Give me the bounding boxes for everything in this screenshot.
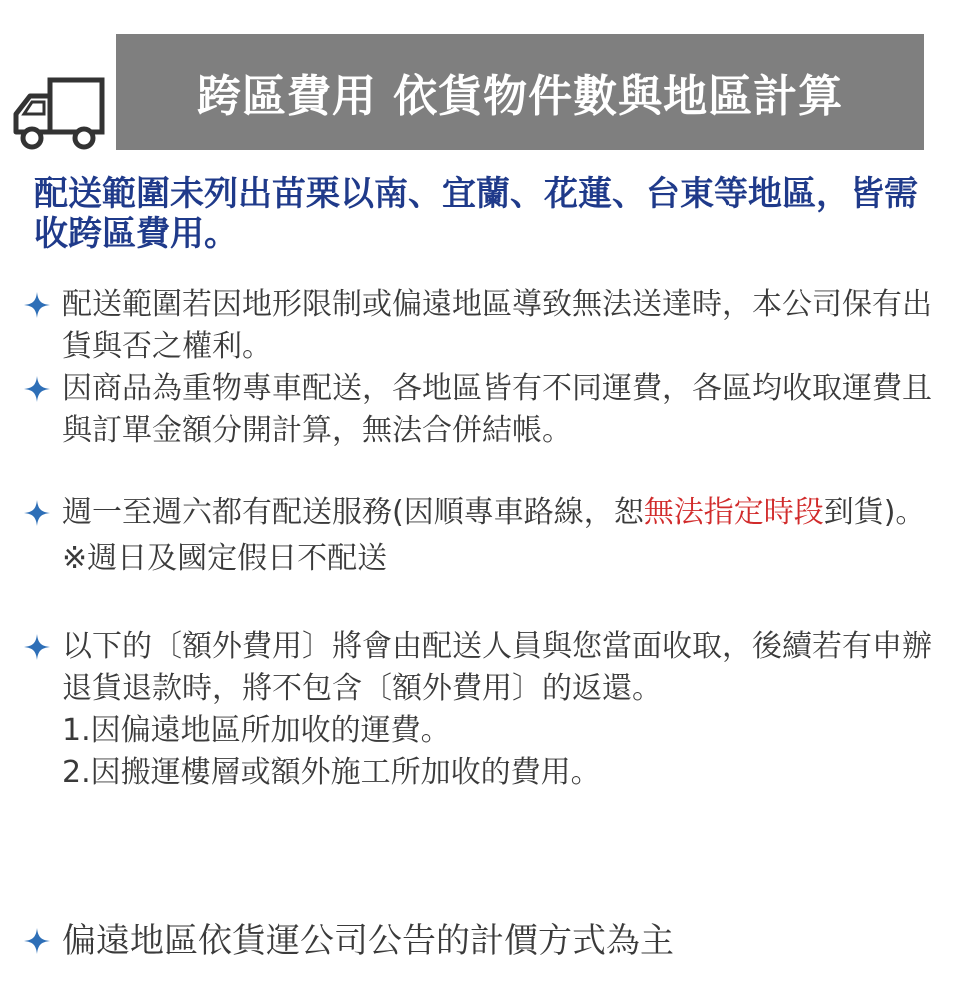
bullet-text: 配送範圍若因地形限制或偏遠地區導致無法送達時，本公司保有出貨與否之權利。 — [62, 287, 932, 364]
sub-item: 2.因搬運樓層或額外施工所加收的費用。 — [62, 755, 601, 790]
truck-icon — [10, 74, 106, 170]
title-bar — [116, 34, 924, 150]
intro-text: 配送範圍未列出苗栗以南、宜蘭、花蓮、台東等地區，皆需收跨區費用。 — [34, 174, 918, 254]
bullet-item — [24, 368, 934, 452]
star-icon — [24, 634, 50, 660]
note-text: ※週日及國定假日不配送 — [62, 541, 388, 576]
star-icon — [24, 292, 50, 318]
star-icon — [24, 500, 50, 526]
bullet-text: 因商品為重物專車配送，各地區皆有不同運費，各區均收取運費且與訂單金額分開計算，無法合併結帳。 — [62, 371, 932, 448]
bullet-item — [24, 492, 934, 580]
star-icon — [24, 928, 50, 954]
bullet-text: 偏遠地區依貨運公司公告的計價方式為主 — [62, 921, 674, 961]
bullet-list — [24, 284, 934, 794]
highlight-text: 無法指定時段 — [643, 495, 824, 530]
bullet-item — [24, 920, 934, 962]
header — [0, 34, 960, 150]
bullet-item — [24, 284, 934, 368]
star-icon — [24, 376, 50, 402]
bullet-text: 以下的〔額外費用〕將會由配送人員與您當面收取，後續若有申辦退貨退款時，將不包含〔額外費用〕的返還。 — [62, 629, 932, 706]
page-title: 跨區費用 依貨物件數與地區計算 — [196, 71, 844, 122]
bullet-item — [24, 626, 934, 794]
bullet-text: 週一至週六都有配送服務(因順專車路線，恕 — [62, 495, 644, 530]
bullet-text: 到貨)。 — [823, 495, 926, 530]
sub-item: 1.因偏遠地區所加收的運費。 — [62, 713, 451, 748]
